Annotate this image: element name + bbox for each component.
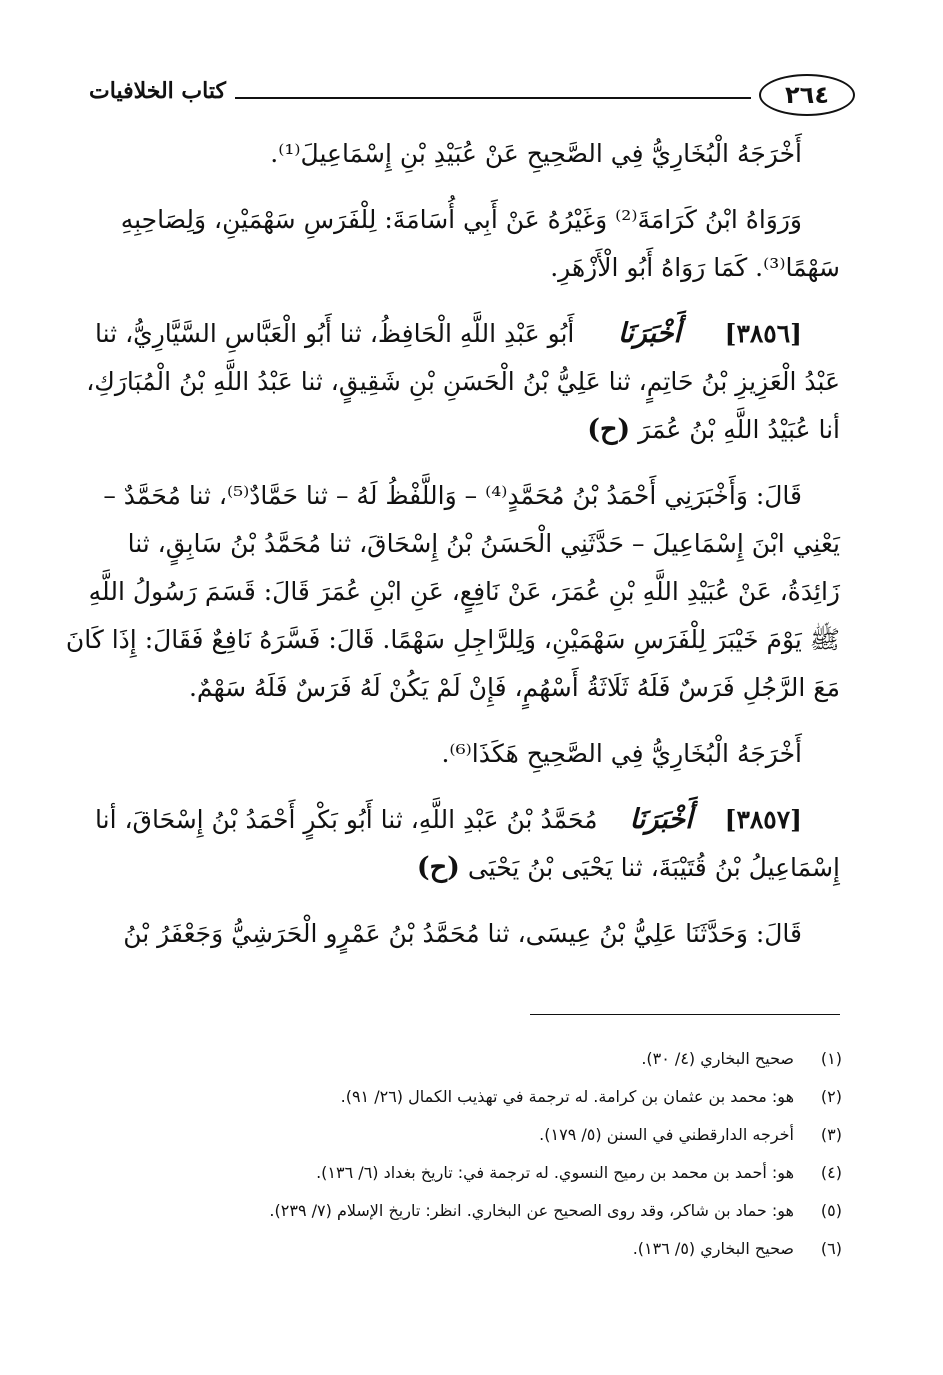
paragraph-line [95, 130, 840, 178]
paragraph-line [65, 616, 840, 664]
footnote-number: (٥) [820, 1201, 842, 1220]
footnotes [170, 1040, 842, 1268]
footnote [170, 1192, 842, 1230]
page-number: ٢٦٤ [759, 74, 855, 116]
footnote [170, 1116, 842, 1154]
paragraph-line [95, 310, 840, 358]
footnote-text: صحيح البخاري (٤/ ٣٠). [641, 1049, 794, 1068]
paragraph-line [86, 358, 840, 406]
footnote [170, 1230, 842, 1268]
footnote-number: (١) [820, 1049, 842, 1068]
hadith-number: [٣٨٥٦] [724, 319, 802, 348]
footnote [170, 1078, 842, 1116]
footnote-number: (٤) [820, 1163, 842, 1182]
paragraph-text: أَخْرَجَهُ الْبُخَارِيُّ فِي الصَّحِيحِ هَكَذَا⁽⁶⁾. [441, 739, 802, 768]
paragraph-text: أَخْرَجَهُ الْبُخَارِيُّ فِي الصَّحِيحِ عَنْ عُبَيْدِ بْنِ إِسْمَاعِيلَ⁽¹⁾. [270, 139, 802, 168]
footnote-text: أخرجه الدارقطني في السنن (٥/ ١٧٩). [539, 1125, 794, 1144]
paragraph-line [95, 472, 840, 520]
paragraph-line [95, 844, 840, 892]
tahwil-marker: (ح) [416, 852, 460, 883]
paragraph-text: مَعَ الرَّجُلِ فَرَسٌ فَلَهُ ثَلَاثَةُ أَسْهُمٍ، فَإِنْ لَمْ يَكُنْ لَهُ فَرَسٌ فَلَهُ سَهْمٌ. [188, 673, 840, 702]
paragraph-line [95, 910, 840, 958]
paragraph-line [95, 664, 840, 712]
paragraph-text: عَبْدُ الْعَزِيزِ بْنُ حَاتِمٍ، ثنا عَلِيُّ بْنُ الْحَسَنِ بْنِ شَقِيقٍ، ثنا عَبْدُ اللَّهِ بْنُ الْمُبَارَكِ، [86, 367, 840, 396]
paragraph-line [88, 568, 840, 616]
paragraph-text: وَرَوَاهُ ابْنُ كَرَامَةَ⁽²⁾ وَغَيْرُهُ عَنْ أَبِي أُسَامَةَ: لِلْفَرَسِ سَهْمَيْنِ، وَلِصَاحِبِهِ [120, 205, 802, 234]
footnote-text: هو: أحمد بن محمد بن رميح النسوي. له ترجمة في: تاريخ بغداد (٦/ ١٣٦). [316, 1163, 794, 1182]
paragraph-text: أَبُو عَبْدِ اللَّهِ الْحَافِظُ، ثنا أَبُو الْعَبَّاسِ السَّيَّارِيُّ، ثنا [95, 319, 575, 348]
paragraph-text: قَالَ: وَأَخْبَرَنِي أَحْمَدُ بْنُ مُحَمَّدٍ⁽⁴⁾ – وَاللَّفْظُ لَهُ – ثنا حَمَّادٌ⁽⁵⁾، ثنا مُحَمَّدٌ – [103, 481, 802, 510]
footnote-text: صحيح البخاري (٥/ ١٣٦). [632, 1239, 794, 1258]
tahwil-marker: (ح) [587, 414, 631, 445]
paragraph-line [95, 244, 840, 292]
paragraph-text: مُحَمَّدُ بْنُ عَبْدِ اللَّهِ، ثنا أَبُو بَكْرٍ أَحْمَدُ بْنُ إِسْحَاقَ، أنا [95, 805, 598, 834]
footnote-text: هو: محمد بن عثمان بن كرامة. له ترجمة في تهذيب الكمال (٢٦/ ٩١). [340, 1087, 794, 1106]
main-text [65, 130, 840, 958]
footnote-number: (٢) [820, 1087, 842, 1106]
paragraph-line [95, 796, 840, 844]
paragraph-text: يَعْنِي ابْنَ إِسْمَاعِيلَ – حَدَّثَنِي الْحَسَنُ بْنُ إِسْحَاقَ، ثنا مُحَمَّدُ بْنُ سَابِقٍ، ثنا [127, 529, 840, 558]
page-header [85, 72, 855, 122]
running-title: كتاب الخلافيات [89, 78, 226, 104]
footnote-separator [530, 1014, 840, 1015]
paragraph-line [95, 406, 840, 454]
akhbarana-marker: أَخْبَرَنَا [618, 318, 681, 349]
hadith-number: [٣٨٥٧] [724, 805, 802, 834]
header-rule [235, 97, 751, 99]
footnote [170, 1040, 842, 1078]
paragraph-text: قَالَ: وَحَدَّثَنَا عَلِيُّ بْنُ عِيسَى، ثنا مُحَمَّدُ بْنُ عَمْرٍو الْحَرَشِيُّ وَجَعْفَرُ بْنُ [123, 919, 802, 948]
paragraph-text: إِسْمَاعِيلُ بْنُ قُتَيْبَةَ، ثنا يَحْيَى بْنُ يَحْيَى [467, 853, 840, 882]
footnote-number: (٣) [820, 1125, 842, 1144]
paragraph-line [95, 196, 840, 244]
paragraph-text: أنا عُبَيْدُ اللَّهِ بْنُ عُمَرَ [638, 415, 840, 444]
paragraph-text: سَهْمًا⁽³⁾. كَمَا رَوَاهُ أَبُو الْأَزْهَرِ. [550, 253, 840, 282]
footnote-text: هو: حماد بن شاكر، وقد روى الصحيح عن البخاري. انظر: تاريخ الإسلام (٧/ ٢٣٩). [269, 1201, 794, 1220]
akhbarana-marker: أَخْبَرَنَا [629, 804, 693, 835]
paragraph-line [95, 520, 840, 568]
footnote-number: (٦) [820, 1239, 842, 1258]
paragraph-text: ﷺ يَوْمَ خَيْبَرَ لِلْفَرَسِ سَهْمَيْنِ، وَلِلرَّاجِلِ سَهْمًا. قَالَ: فَسَّرَهُ نَافِعٌ فَقَالَ: إِذَا كَانَ [65, 625, 840, 654]
paragraph-line [95, 730, 840, 778]
footnote [170, 1154, 842, 1192]
paragraph-text: زَائِدَةُ، عَنْ عُبَيْدِ اللَّهِ بْنِ عُمَرَ، عَنْ نَافِعٍ، عَنِ ابْنِ عُمَرَ قَالَ: قَسَمَ رَسُولُ اللَّهِ [88, 577, 840, 606]
